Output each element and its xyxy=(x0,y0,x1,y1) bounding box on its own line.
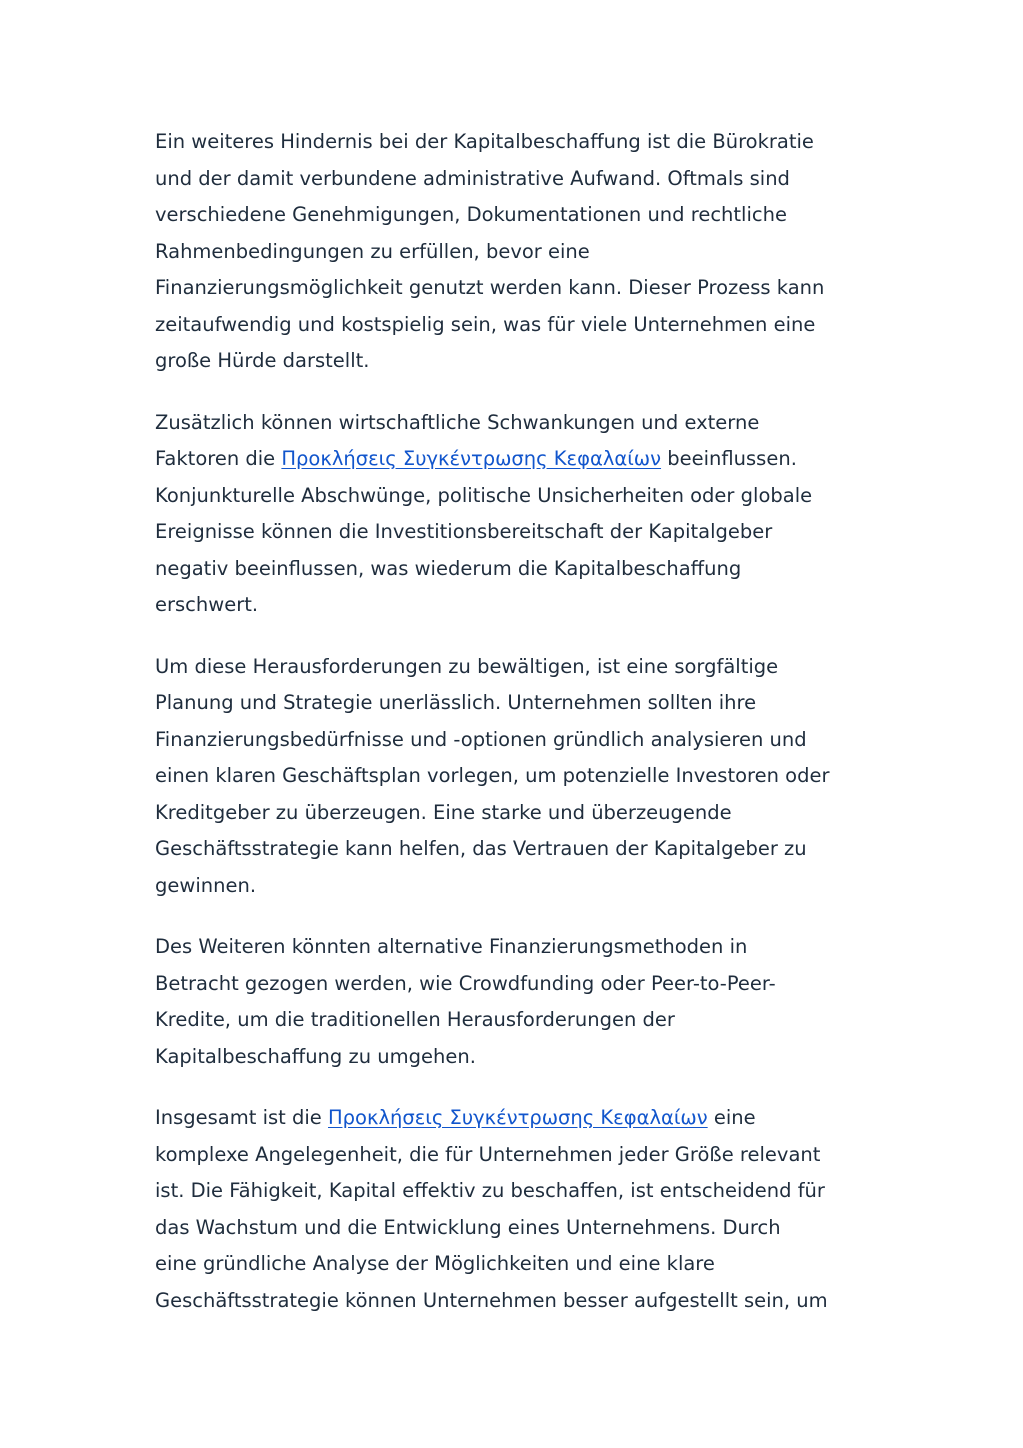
text-line xyxy=(155,478,875,515)
text-segment: Finanzierungsmöglichkeit genutzt werden kann. Dieser Prozess kann xyxy=(155,276,825,299)
text-segment: verschiedene Genehmigungen, Dokumentationen und rechtliche xyxy=(155,203,787,226)
text-segment: Faktoren die xyxy=(155,447,282,470)
text-segment: Rahmenbedingungen zu erfüllen, bevor eine xyxy=(155,239,590,263)
text-line xyxy=(155,343,875,380)
text-line xyxy=(155,197,875,234)
text-segment: Des Weiteren könnten alternative Finanzierungsmethoden in xyxy=(155,935,748,958)
paragraph xyxy=(155,929,875,1075)
text-line xyxy=(155,649,875,686)
text-line xyxy=(155,795,875,832)
text-segment: Planung und Strategie unerlässlich. Unternehmen sollten ihre xyxy=(155,691,757,714)
text-segment: Betracht gezogen werden, wie Crowdfunding oder Peer-to-Peer- xyxy=(155,971,776,995)
text-line xyxy=(155,758,875,795)
text-segment: Geschäftsstrategie kann helfen, das Vertrauen der Kapitalgeber zu xyxy=(155,837,807,860)
text-segment: Zusätzlich können wirtschaftliche Schwankungen und externe xyxy=(155,410,760,434)
text-segment: Kredite, um die traditionellen Herausforderungen der xyxy=(155,1008,675,1031)
text-segment: Kapitalbeschaffung zu umgehen. xyxy=(155,1044,476,1068)
text-line xyxy=(155,1210,875,1247)
text-line xyxy=(155,587,875,624)
text-line xyxy=(155,270,875,307)
text-line xyxy=(155,1002,875,1039)
document-body xyxy=(155,124,875,1344)
text-segment: Ereignisse können die Investitionsbereitschaft der Kapitalgeber xyxy=(155,520,773,543)
paragraph xyxy=(155,405,875,624)
text-segment: Ein weiteres Hindernis bei der Kapitalbeschaffung ist die Bürokratie xyxy=(155,130,814,153)
text-line xyxy=(155,831,875,868)
text-segment: eine xyxy=(707,1106,756,1129)
text-segment: Finanzierungsbedürfnisse und -optionen gründlich analysieren und xyxy=(155,727,807,751)
text-line xyxy=(155,1283,875,1320)
text-segment: große Hürde darstellt. xyxy=(155,349,370,372)
text-line xyxy=(155,307,875,344)
text-segment: Insgesamt ist die xyxy=(155,1106,329,1129)
inline-link[interactable]: Προκλήσεις Συγκέντρωσης Κεφαλαίων xyxy=(281,447,662,470)
text-segment: komplexe Angelegenheit, die für Unternehmen jeder Größe relevant xyxy=(155,1142,821,1166)
paragraph xyxy=(155,1100,875,1319)
text-line xyxy=(155,722,875,759)
text-segment: und der damit verbundene administrative Aufwand. Oftmals sind xyxy=(155,166,790,190)
text-line xyxy=(155,161,875,198)
text-line xyxy=(155,124,875,161)
text-segment: zeitaufwendig und kostspielig sein, was für viele Unternehmen eine xyxy=(155,312,816,336)
text-line xyxy=(155,1137,875,1174)
text-segment: ist. Die Fähigkeit, Kapital effektiv zu beschaffen, ist entscheidend für xyxy=(155,1179,825,1202)
text-line xyxy=(155,234,875,271)
text-segment: einen klaren Geschäftsplan vorlegen, um potenzielle Investoren oder xyxy=(155,764,830,787)
text-line xyxy=(155,1246,875,1283)
text-segment: negativ beeinflussen, was wiederum die Kapitalbeschaffung xyxy=(155,556,742,580)
text-line xyxy=(155,514,875,551)
text-line xyxy=(155,868,875,905)
text-segment: Konjunkturelle Abschwünge, politische Unsicherheiten oder globale xyxy=(155,483,813,507)
text-segment: eine gründliche Analyse der Möglichkeiten und eine klare xyxy=(155,1252,715,1275)
text-segment: Kreditgeber zu überzeugen. Eine starke und überzeugende xyxy=(155,800,732,824)
text-segment: erschwert. xyxy=(155,593,259,616)
text-line xyxy=(155,966,875,1003)
paragraph xyxy=(155,124,875,380)
text-segment: beeinflussen. xyxy=(661,447,797,470)
text-line xyxy=(155,551,875,588)
paragraph xyxy=(155,649,875,905)
text-line xyxy=(155,405,875,442)
text-segment: das Wachstum und die Entwicklung eines Unternehmens. Durch xyxy=(155,1215,781,1239)
text-line xyxy=(155,685,875,722)
text-line xyxy=(155,441,875,478)
text-line xyxy=(155,1173,875,1210)
text-segment: Geschäftsstrategie können Unternehmen besser aufgestellt sein, um xyxy=(155,1288,828,1312)
text-line xyxy=(155,929,875,966)
text-segment: Um diese Herausforderungen zu bewältigen, ist eine sorgfältige xyxy=(155,654,779,678)
inline-link[interactable]: Προκλήσεις Συγκέντρωσης Κεφαλαίων xyxy=(328,1106,708,1129)
text-line xyxy=(155,1039,875,1076)
text-line xyxy=(155,1100,875,1137)
text-segment: gewinnen. xyxy=(155,873,257,897)
